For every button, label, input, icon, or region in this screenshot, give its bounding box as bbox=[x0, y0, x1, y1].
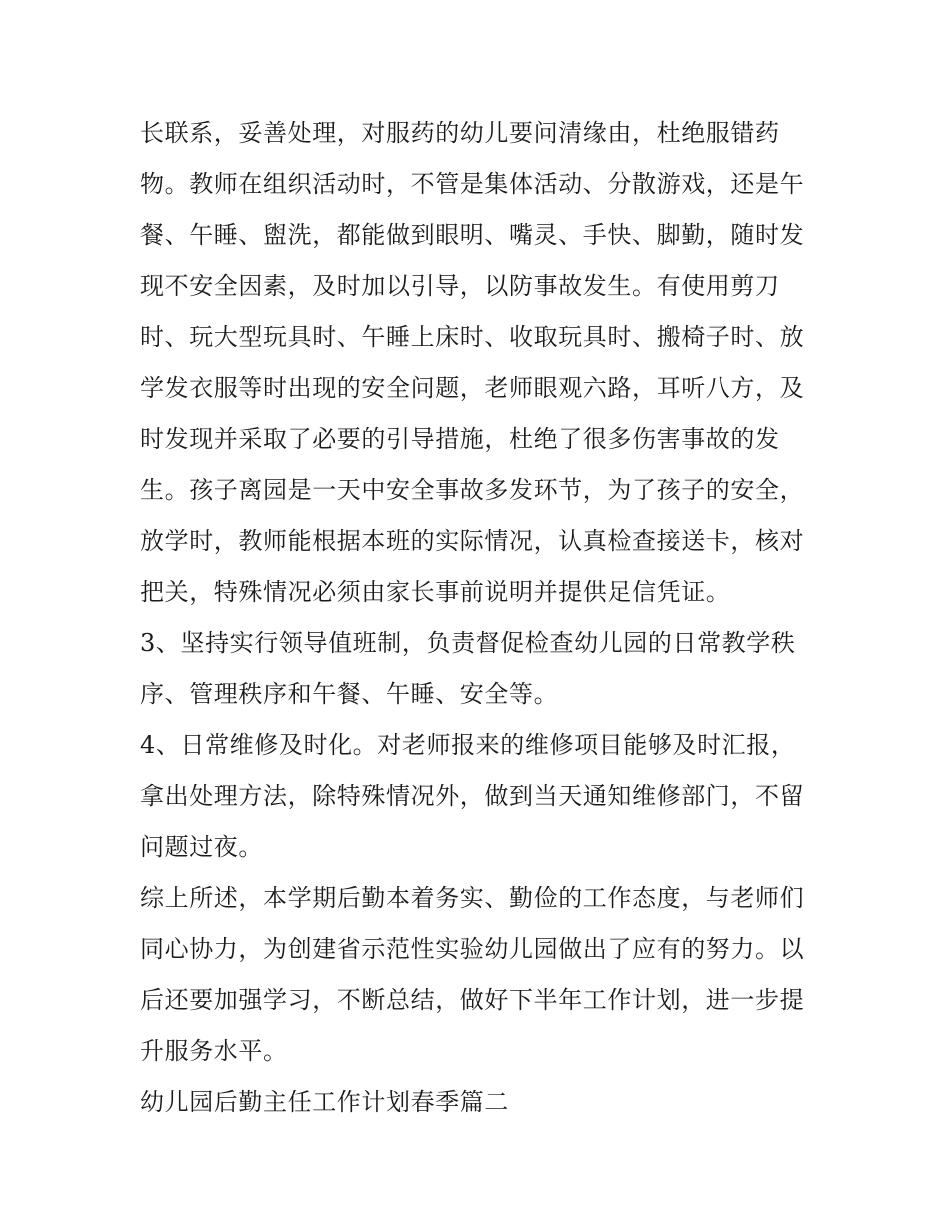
paragraph-line: 物。教师在组织活动时，不管是集体活动、分散游戏，还是午 bbox=[140, 170, 805, 198]
paragraph-line: 放学时，教师能根据本班的实际情况，认真检查接送卡，核对 bbox=[140, 527, 805, 555]
paragraph-line: 学发衣服等时出现的安全问题，老师眼观六路，耳听八方，及 bbox=[140, 374, 805, 402]
list-item-4-continued: 问题过夜。 bbox=[140, 833, 263, 861]
list-item-4: 4、日常维修及时化。对老师报来的维修项目能够及时汇报， bbox=[140, 731, 796, 759]
list-item-4-continued: 拿出处理方法，除特殊情况外，做到当天通知维修部门，不留 bbox=[140, 782, 805, 810]
summary-paragraph-line: 后还要加强学习，不断总结，做好下半年工作计划，进一步提 bbox=[140, 986, 805, 1014]
paragraph-line: 长联系，妥善处理，对服药的幼儿要问清缘由，杜绝服错药 bbox=[140, 119, 780, 147]
paragraph-line: 现不安全因素，及时加以引导，以防事故发生。有使用剪刀 bbox=[140, 272, 780, 300]
list-item-3-continued: 序、管理秩序和午餐、午睡、安全等。 bbox=[140, 680, 559, 708]
paragraph-line: 把关，特殊情况必须由家长事前说明并提供足信凭证。 bbox=[140, 578, 731, 606]
document-page bbox=[140, 108, 820, 1128]
paragraph-line: 时、玩大型玩具时、午睡上床时、收取玩具时、搬椅子时、放 bbox=[140, 323, 805, 351]
paragraph-line: 时发现并采取了必要的引导措施，杜绝了很多伤害事故的发 bbox=[140, 425, 780, 453]
list-item-3: 3、坚持实行领导值班制，负责督促检查幼儿园的日常教学秩 bbox=[140, 629, 796, 657]
paragraph-line: 生。孩子离园是一天中安全事故多发环节，为了孩子的安全， bbox=[140, 476, 805, 504]
summary-paragraph-line: 综上所述，本学期后勤本着务实、勤俭的工作态度，与老师们 bbox=[140, 884, 805, 912]
summary-paragraph-line: 升服务水平。 bbox=[140, 1037, 288, 1065]
section-heading: 幼儿园后勤主任工作计划春季篇二 bbox=[140, 1088, 509, 1116]
paragraph-line: 餐、午睡、盥洗，都能做到眼明、嘴灵、手快、脚勤，随时发 bbox=[140, 221, 805, 249]
summary-paragraph-line: 同心协力，为创建省示范性实验幼儿园做出了应有的努力。以 bbox=[140, 935, 805, 963]
